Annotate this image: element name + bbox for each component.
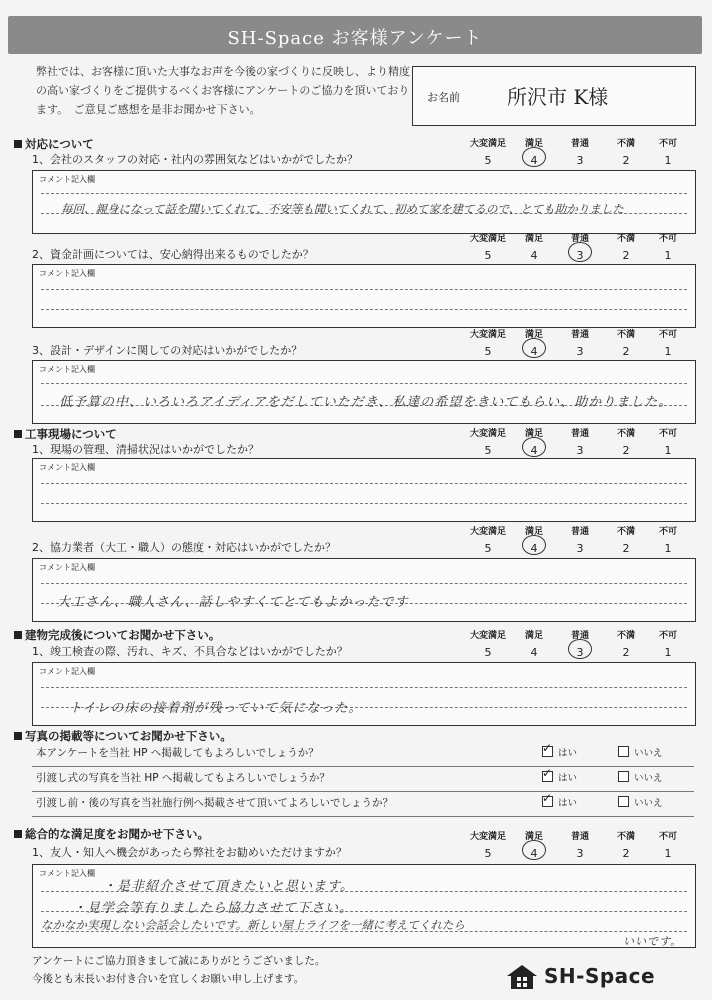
company-logo	[506, 960, 696, 994]
selected-rating-circle	[522, 147, 546, 167]
no-label: いいえ	[634, 773, 663, 784]
rating-option-number: 2	[622, 345, 630, 358]
yes-label: はい	[558, 798, 578, 809]
rating-option-number: 3	[576, 444, 584, 457]
rating-option[interactable]	[468, 524, 508, 555]
rating-option[interactable]	[648, 327, 688, 358]
rating-option-number: 5	[484, 646, 492, 659]
comment-handwriting: なかなか実現しない会話会したいです。新しい屋上ライフを一緒に考えてくれたら	[41, 918, 465, 932]
rating-option[interactable]	[560, 231, 600, 262]
question-text: 1、竣工検査の際、汚れ、キズ、不具合などはいかがでしたか？	[32, 645, 348, 658]
question-text: 2、協力業者（大工・職人）の態度・対応はいかがでしたか？	[32, 541, 336, 554]
rating-option[interactable]	[648, 829, 688, 860]
comment-handwriting: ・見学会等有りましたら協力させて下さい。	[73, 901, 354, 916]
comment-label: コメント記入欄	[39, 563, 95, 572]
rating-option-label: 大変満足	[469, 429, 506, 439]
rating-option[interactable]	[560, 524, 600, 555]
rating-option-label: 大変満足	[469, 234, 506, 244]
rating-scale	[468, 628, 688, 658]
photo-question: 引渡し式の写真を当社 HP へ掲載してもよろしいでしょうか？	[36, 772, 330, 784]
yes-label: はい	[558, 748, 578, 759]
selected-rating-circle	[522, 338, 546, 358]
comment-handwriting: 毎回、親身になって話を聞いてくれて、不安等も聞いてくれて、初めて家を建てるので、とても助かりました	[61, 202, 624, 216]
rating-scale	[468, 524, 688, 554]
rating-scale	[468, 231, 688, 261]
comment-label: コメント記入欄	[39, 869, 95, 878]
rating-option-number: 5	[484, 542, 492, 555]
rating-option-label: 満足	[524, 234, 543, 244]
rating-option-label: 不満	[616, 330, 635, 340]
rating-option-number: 3	[576, 847, 584, 860]
name-box	[412, 66, 696, 126]
intro-line: ます。 ご意見ご感想を是非お聞かせ下さい。	[36, 103, 261, 116]
rating-option-label: 不可	[658, 139, 677, 149]
selected-rating-circle	[568, 242, 592, 262]
rating-option[interactable]	[606, 231, 646, 262]
yes-checkbox[interactable]	[542, 796, 553, 807]
photo-row	[32, 742, 694, 764]
section-heading: 総合的な満足度をお聞かせ下さい。	[14, 826, 209, 842]
rating-option-label: 満足	[524, 139, 543, 149]
rating-option-label: 不可	[658, 234, 677, 244]
intro-text	[36, 62, 426, 119]
yes-label: はい	[558, 773, 578, 784]
question-text: 1、友人・知人へ機会があったら弊社をお勧めいただけますか？	[32, 846, 347, 859]
selected-rating-circle	[568, 639, 592, 659]
selected-rating-circle	[522, 437, 546, 457]
photo-question: 引渡し前・後の写真を当社施行例へ掲載させて頂いてよろしいでしょうか？	[36, 797, 393, 809]
rating-option-label: 不満	[616, 429, 635, 439]
comment-label: コメント記入欄	[39, 365, 95, 374]
page-title: SH-Space お客様アンケート	[227, 28, 483, 49]
rating-option[interactable]	[560, 426, 600, 457]
footer-message	[32, 952, 325, 988]
question-text: 2、資金計画については、安心納得出来るものでしたか？	[32, 248, 314, 261]
comment-handwriting: トイレの床の接着剤が残っていて気になった。	[69, 701, 363, 716]
rating-option-label: 普通	[570, 832, 589, 842]
no-label: いいえ	[634, 748, 663, 759]
rating-option-number: 4	[530, 847, 538, 860]
rating-option-label: 大変満足	[469, 330, 506, 340]
rating-option-number: 5	[484, 154, 492, 167]
rating-scale	[468, 327, 688, 357]
name-label: お名前	[427, 91, 460, 104]
rating-option-number: 1	[664, 154, 672, 167]
rating-option-label: 大変満足	[469, 832, 506, 842]
footer-line: アンケートにご協力頂きまして誠にありがとうございました。	[32, 955, 326, 967]
rating-option-number: 1	[664, 249, 672, 262]
intro-line: 弊社では、お客様に頂いた大事なお声を今後の家づくりに反映し、より精度	[36, 65, 410, 78]
selected-rating-circle	[522, 535, 546, 555]
selected-rating-circle	[522, 840, 546, 860]
rating-scale	[468, 426, 688, 456]
rating-option[interactable]	[606, 829, 646, 860]
rating-option-number: 2	[622, 646, 630, 659]
rating-option-number: 1	[664, 542, 672, 555]
rating-option-number: 1	[664, 345, 672, 358]
section-heading: 建物完成後についてお聞かせ下さい。	[14, 627, 220, 643]
rating-option-number: 2	[622, 847, 630, 860]
logo-text: SH-Space	[544, 964, 656, 988]
rating-option[interactable]	[606, 628, 646, 659]
rating-option[interactable]	[468, 426, 508, 457]
rating-option-label: 普通	[570, 234, 589, 244]
rating-option[interactable]	[560, 829, 600, 860]
rating-option-label: 不可	[658, 429, 677, 439]
rating-option-number: 4	[530, 444, 538, 457]
rating-option-label: 不可	[658, 631, 677, 641]
rating-option-number: 4	[530, 345, 538, 358]
comment-box	[32, 170, 696, 234]
rating-option-label: 不満	[616, 631, 635, 641]
rating-scale	[468, 136, 688, 166]
rating-option[interactable]	[514, 628, 554, 659]
rating-option-label: 不可	[658, 330, 677, 340]
rating-option-number: 2	[622, 249, 630, 262]
comment-label: コメント記入欄	[39, 175, 95, 184]
rating-option-label: 普通	[570, 330, 589, 340]
rating-option-number: 3	[576, 542, 584, 555]
rating-option[interactable]	[514, 829, 554, 860]
rating-option-label: 不可	[658, 832, 677, 842]
rating-option-number: 3	[576, 345, 584, 358]
photo-row	[32, 767, 694, 789]
rating-option[interactable]	[514, 327, 554, 358]
rating-option[interactable]	[514, 426, 554, 457]
comment-box	[32, 264, 696, 328]
rating-option-label: 不満	[616, 527, 635, 537]
rating-option[interactable]	[468, 628, 508, 659]
title-bar	[8, 16, 702, 54]
rating-option-number: 3	[576, 646, 584, 659]
rating-option-number: 4	[530, 154, 538, 167]
no-label: いいえ	[634, 798, 663, 809]
rating-option-number: 4	[530, 249, 538, 262]
rating-option-label: 満足	[524, 330, 543, 340]
rating-option[interactable]	[514, 231, 554, 262]
comment-label: コメント記入欄	[39, 667, 95, 676]
no-checkbox[interactable]	[618, 796, 629, 807]
rating-option-label: 満足	[524, 832, 543, 842]
comment-handwriting: いいです。	[623, 935, 683, 948]
rating-option[interactable]	[648, 136, 688, 167]
intro-line: の高い家づくりをご提供するべくお客様にアンケートのご協力を頂いており	[36, 84, 410, 97]
photo-row	[32, 792, 694, 814]
rating-option[interactable]	[606, 136, 646, 167]
comment-box	[32, 662, 696, 726]
comment-box	[32, 360, 696, 424]
comment-box	[32, 864, 696, 948]
rating-option-number: 5	[484, 249, 492, 262]
rating-option-number: 5	[484, 847, 492, 860]
section-heading: 工事現場について	[14, 426, 117, 442]
rating-option-label: 不満	[616, 139, 635, 149]
name-value: 所沢市 K様	[507, 85, 609, 109]
rating-option-number: 3	[576, 249, 584, 262]
rating-option-label: 大変満足	[469, 139, 506, 149]
rating-option-label: 大変満足	[469, 631, 506, 641]
question-text: 1、会社のスタッフの対応・社内の雰囲気などはいかがでしたか？	[32, 153, 358, 166]
comment-box	[32, 458, 696, 522]
rating-option-label: 普通	[570, 429, 589, 439]
rating-option-number: 3	[576, 154, 584, 167]
rating-option[interactable]	[468, 327, 508, 358]
rating-option-number: 2	[622, 154, 630, 167]
rating-option-label: 満足	[524, 631, 543, 641]
rating-option[interactable]	[560, 136, 600, 167]
rating-option-number: 1	[664, 646, 672, 659]
footer-line: 今後とも末長いお付き合いを宜しくお願い申し上げます。	[32, 973, 305, 985]
section-heading: 対応について	[14, 136, 94, 152]
rating-option-number: 5	[484, 345, 492, 358]
rating-option-label: 不満	[616, 832, 635, 842]
rating-option-number: 2	[622, 542, 630, 555]
rating-option[interactable]	[648, 426, 688, 457]
rating-option-label: 満足	[524, 429, 543, 439]
no-checkbox[interactable]	[618, 746, 629, 757]
rating-option-label: 大変満足	[469, 527, 506, 537]
comment-label: コメント記入欄	[39, 269, 95, 278]
rating-option-number: 4	[530, 646, 538, 659]
rating-option[interactable]	[560, 327, 600, 358]
rating-option-number: 2	[622, 444, 630, 457]
rating-option-label: 満足	[524, 527, 543, 537]
rating-option-number: 5	[484, 444, 492, 457]
rating-scale	[468, 829, 688, 859]
rating-option[interactable]	[606, 524, 646, 555]
rating-option[interactable]	[514, 524, 554, 555]
rating-option-label: 不満	[616, 234, 635, 244]
rating-option-label: 不可	[658, 527, 677, 537]
rating-option[interactable]	[648, 628, 688, 659]
section-heading: 写真の掲載等についてお聞かせ下さい。	[14, 728, 232, 744]
rating-option[interactable]	[514, 136, 554, 167]
rating-option-number: 1	[664, 847, 672, 860]
yes-checkbox[interactable]	[542, 746, 553, 757]
comment-handwriting: 低予算の中、いろいろアイディアをだしていただき、私達の希望をきいてもらい、助かりました。	[59, 395, 673, 410]
comment-box	[32, 558, 696, 622]
rating-option-label: 普通	[570, 139, 589, 149]
photo-question: 本アンケートを当社 HP へ掲載してもよろしいでしょうか？	[36, 747, 319, 759]
no-checkbox[interactable]	[618, 771, 629, 782]
rating-option[interactable]	[560, 628, 600, 659]
rating-option-label: 普通	[570, 527, 589, 537]
rating-option[interactable]	[648, 524, 688, 555]
comment-handwriting: 大工さん、職人さん、話しやすくてとてもよかったです	[57, 595, 409, 610]
rating-option[interactable]	[606, 327, 646, 358]
rating-option[interactable]	[606, 426, 646, 457]
yes-checkbox[interactable]	[542, 771, 553, 782]
rating-option[interactable]	[468, 829, 508, 860]
rating-option-number: 1	[664, 444, 672, 457]
comment-handwriting: ・是非紹介させて頂きたいと思います。	[103, 879, 354, 894]
rating-option[interactable]	[468, 231, 508, 262]
rating-option-number: 4	[530, 542, 538, 555]
question-text: 3、設計・デザインに関しての対応はいかがでしたか？	[32, 344, 303, 357]
rating-option[interactable]	[468, 136, 508, 167]
comment-label: コメント記入欄	[39, 463, 95, 472]
rating-option[interactable]	[648, 231, 688, 262]
house-logo-icon	[506, 964, 538, 990]
rating-option-label: 普通	[570, 631, 589, 641]
question-text: 1、現場の管理、清掃状況はいかがでしたか？	[32, 443, 259, 456]
